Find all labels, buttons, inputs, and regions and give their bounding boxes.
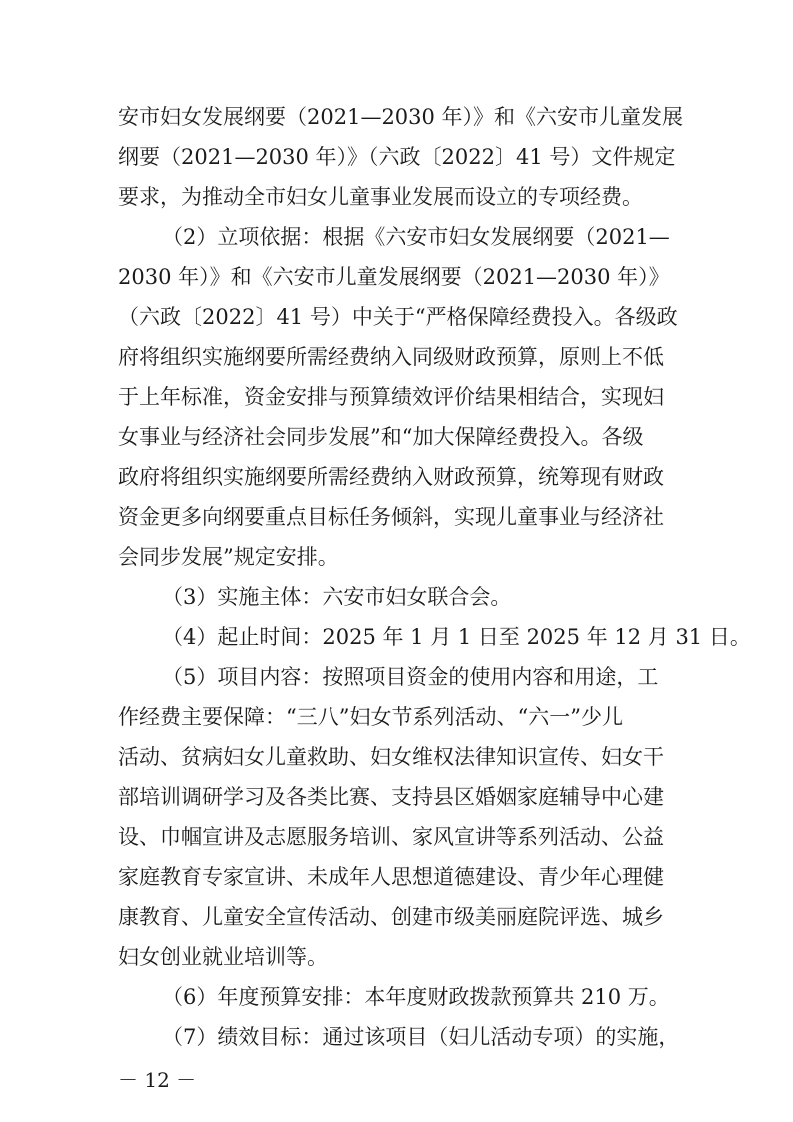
page-number: － 12 － (118, 1068, 197, 1092)
text-line: 2030 年）》和《六安市儿童发展纲要（2021—2030 年）》 (118, 265, 670, 289)
text-line: （5）项目内容：按照项目资金的使用内容和用途，工 (162, 665, 659, 689)
text-line: （7）绩效目标：通过该项目（妇儿活动专项）的实施， (162, 1025, 680, 1049)
text-line: 政府将组织实施纲要所需经费纳入财政预算，统筹现有财政 (118, 465, 664, 489)
text-line: 活动、贫病妇女儿童救助、妇女维权法律知识宣传、妇女干 (118, 745, 664, 769)
text-line: 部培训调研学习及各类比赛、支持县区婚姻家庭辅导中心建 (118, 785, 664, 809)
text-line: 资金更多向纲要重点目标任务倾斜，实现儿童事业与经济社 (118, 505, 664, 529)
text-line: 设、巾帼宣讲及志愿服务培训、家风宣讲等系列活动、公益 (118, 825, 664, 849)
text-line: （2）立项依据：根据《六安市妇女发展纲要（2021— (162, 225, 670, 249)
text-line: 要求，为推动全市妇女儿童事业发展而设立的专项经费。 (118, 185, 643, 209)
text-line: （3）实施主体：六安市妇女联合会。 (162, 585, 512, 609)
text-line: 家庭教育专家宣讲、未成年人思想道德建设、青少年心理健 (118, 865, 664, 889)
text-line: （4）起止时间：2025 年 1 月 1 日至 2025 年 12 月 31 日。 (162, 625, 751, 649)
text-line: 安市妇女发展纲要（2021—2030 年）》和《六安市儿童发展 (118, 105, 684, 129)
text-line: 妇女创业就业培训等。 (118, 945, 328, 969)
text-line: 会同步发展”规定安排。 (118, 545, 339, 569)
text-line: 康教育、儿童安全宣传活动、创建市级美丽庭院评选、城乡 (118, 905, 664, 929)
text-line: 作经费主要保障：“三八”妇女节系列活动、“六一”少儿 (118, 705, 623, 729)
text-line: 女事业与经济社会同步发展”和“加大保障经费投入。各级 (118, 425, 644, 449)
text-line: （六政〔2022〕41 号）中关于“严格保障经费投入。各级政 (118, 305, 678, 329)
text-line: 府将组织实施纲要所需经费纳入同级财政预算，原则上不低 (118, 345, 664, 369)
text-line: 于上年标准，资金安排与预算绩效评价结果相结合，实现妇 (118, 385, 664, 409)
text-line: 纲要（2021—2030 年）》（六政〔2022〕41 号）文件规定 (118, 145, 676, 169)
text-line: （6）年度预算安排：本年度财政拨款预算共 210 万。 (162, 985, 670, 1009)
